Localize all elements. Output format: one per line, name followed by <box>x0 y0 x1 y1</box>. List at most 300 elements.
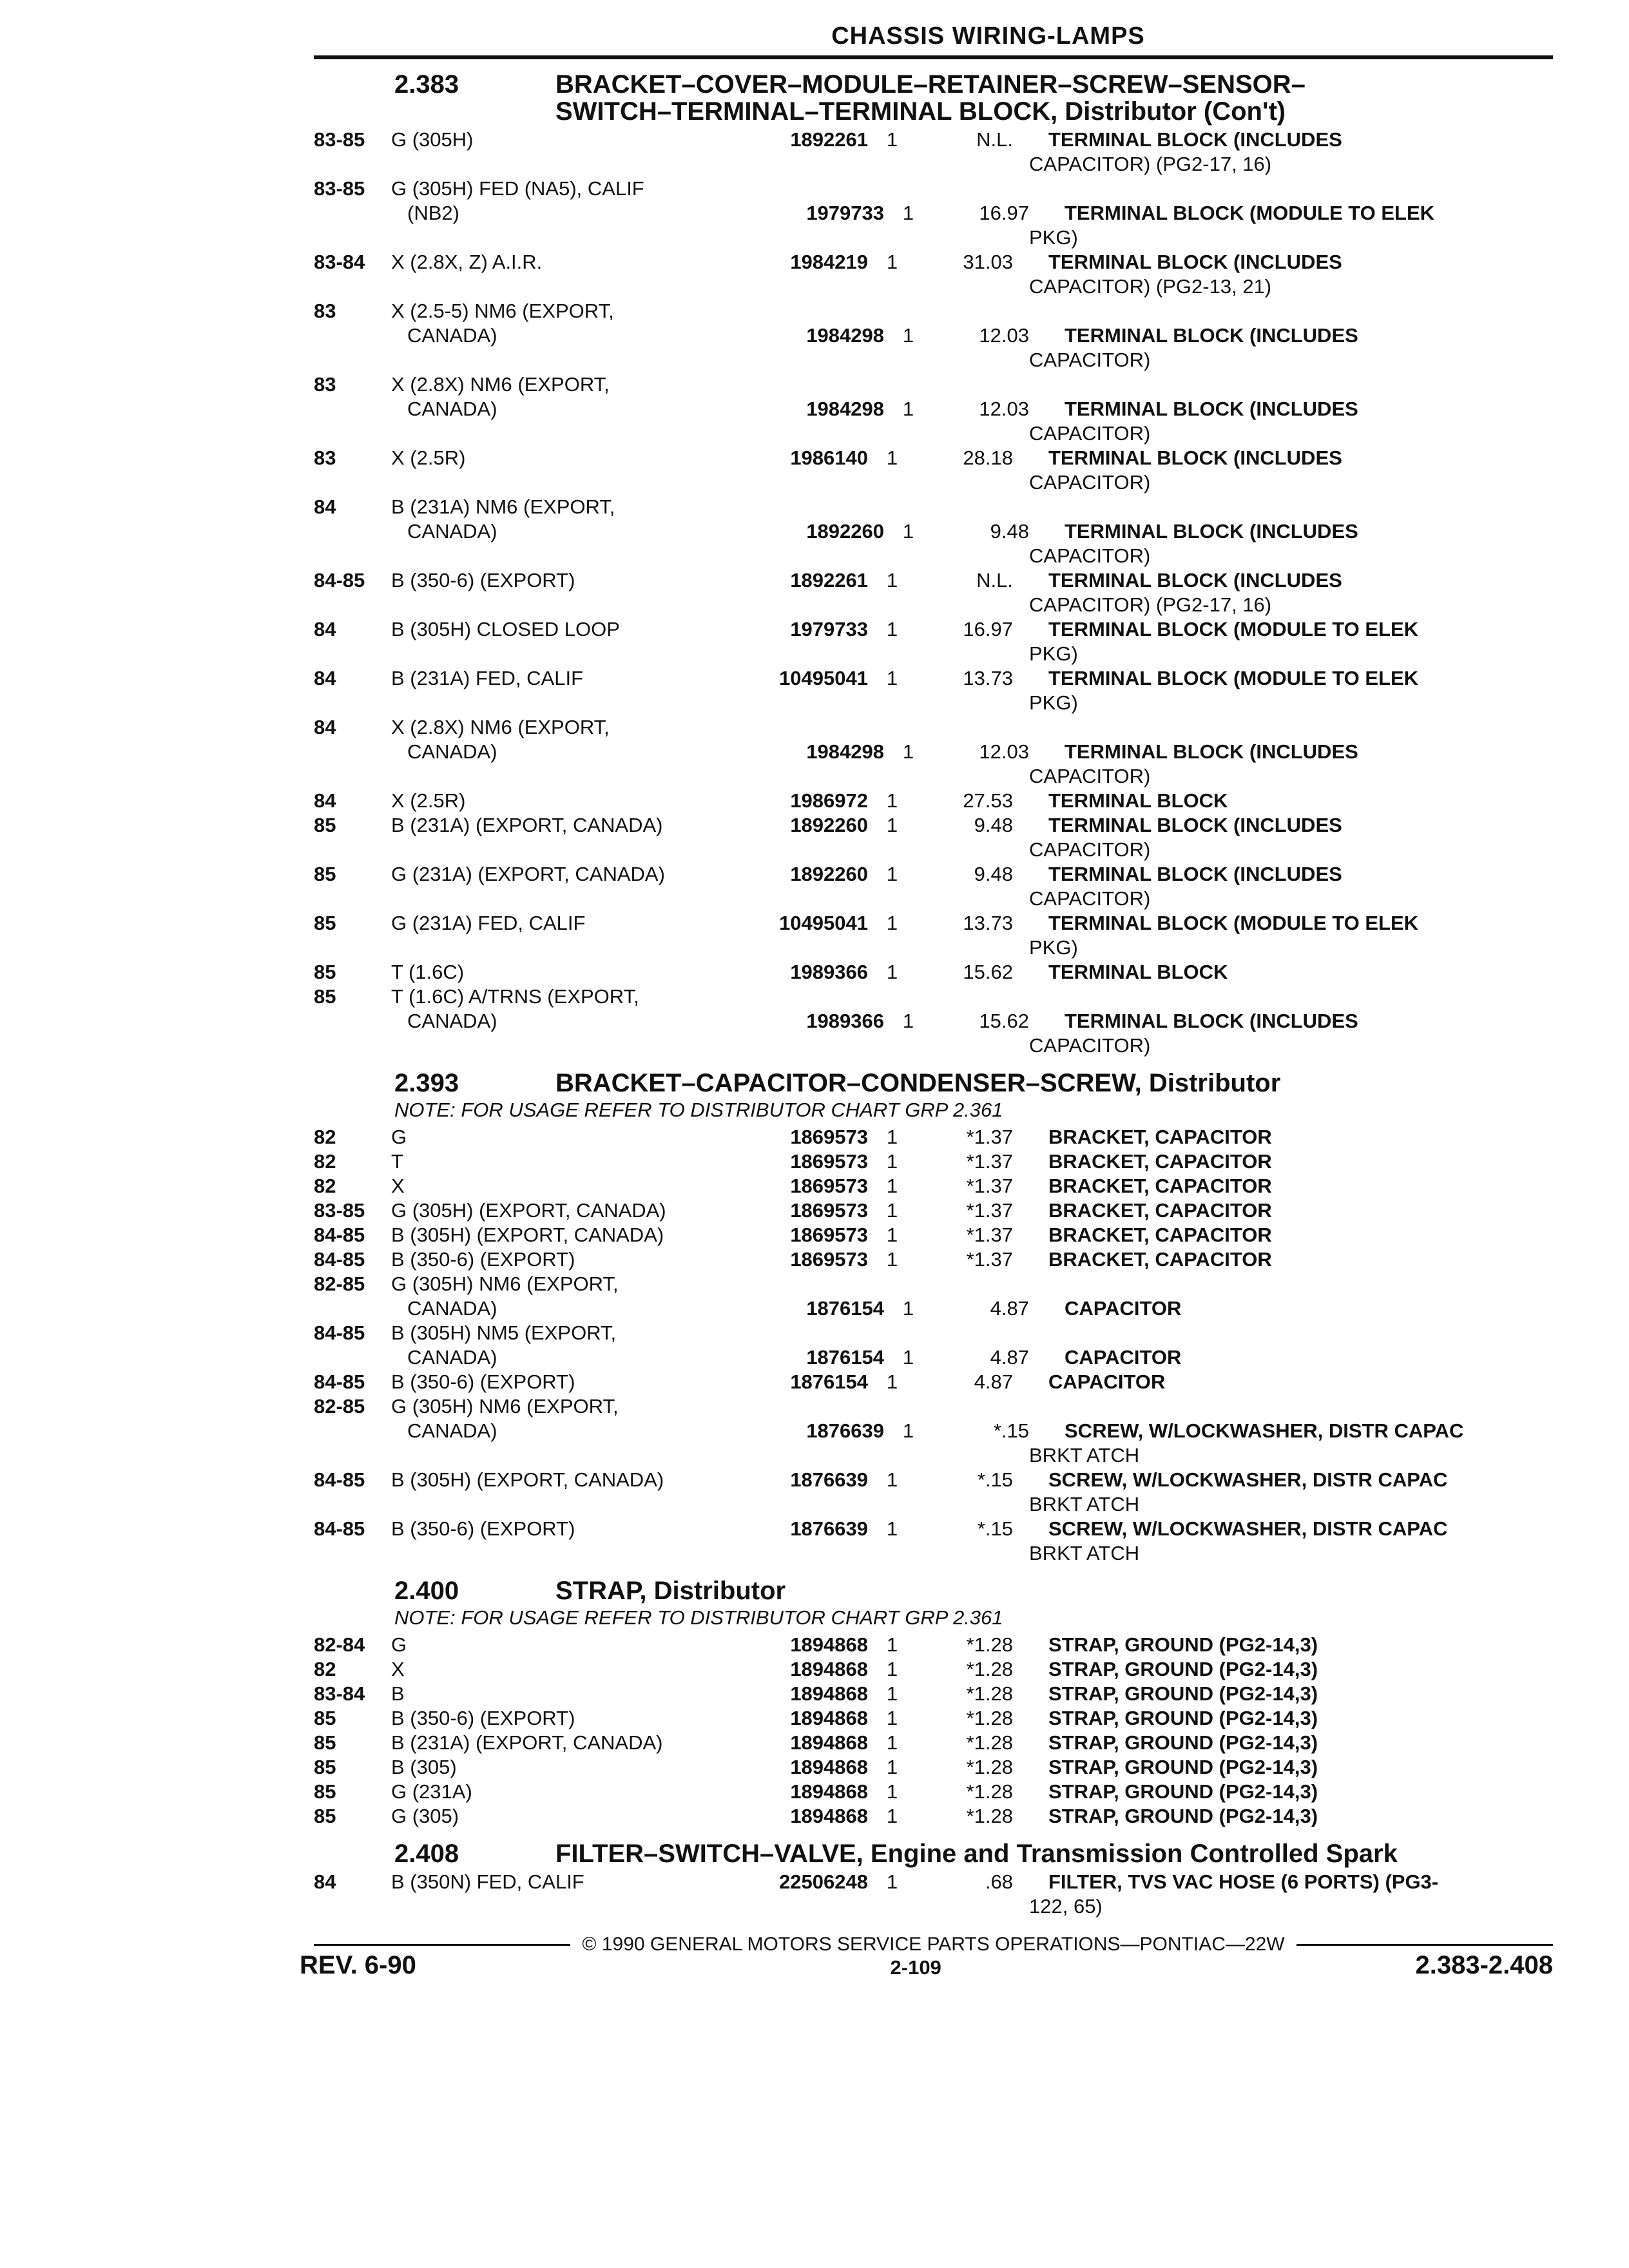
quantity: 1 <box>886 1780 898 1803</box>
empty-cell <box>749 299 868 323</box>
quantity: 1 <box>902 740 914 763</box>
description-text: TERMINAL BLOCK (MODULE TO ELEK <box>1048 667 1419 689</box>
empty-cell <box>749 985 868 1009</box>
part-number: 1876639 <box>790 1517 868 1540</box>
part-number: 1869573 <box>790 1175 868 1197</box>
model-years: 84 <box>314 495 336 518</box>
table-row <box>314 1804 1553 1829</box>
empty-cell <box>749 152 868 177</box>
quantity: 1 <box>886 1150 898 1173</box>
description <box>1013 1223 1553 1247</box>
application-text: X (2.5R) <box>391 447 466 469</box>
part-number: 1894868 <box>790 1633 868 1656</box>
empty-cell <box>916 348 1013 372</box>
quantity: 1 <box>886 128 898 151</box>
table-row-continued <box>314 323 1553 348</box>
quantity: 1 <box>886 1805 898 1827</box>
empty-cell <box>868 691 916 715</box>
table-row-continued <box>314 1419 1553 1443</box>
description-text-2: CAPACITOR) <box>1029 887 1151 910</box>
description-text: STRAP, GROUND (PG2-14,3) <box>1048 1682 1318 1705</box>
table-row <box>314 1272 1553 1296</box>
table-row <box>314 372 1553 397</box>
empty-cell <box>868 544 916 568</box>
description-text: STRAP, GROUND (PG2-14,3) <box>1048 1756 1318 1778</box>
application <box>391 1870 749 1894</box>
part-number: 1894868 <box>790 1658 868 1680</box>
model-years: 83 <box>314 300 336 322</box>
description-text-2: CAPACITOR) <box>1029 422 1151 445</box>
empty-cell <box>391 1541 749 1566</box>
price: 15.62 <box>979 1010 1029 1032</box>
quantity: 1 <box>886 1517 898 1540</box>
model-years: 84-85 <box>314 1468 365 1491</box>
empty-cell <box>868 715 916 740</box>
part-number: 1984298 <box>806 398 884 420</box>
table-row <box>314 666 1553 691</box>
table-row-description-continued <box>314 1894 1553 1919</box>
description-text: SCREW, W/LOCKWASHER, DISTR CAPAC <box>1048 1468 1448 1491</box>
application <box>391 666 749 691</box>
empty-cell <box>391 642 749 666</box>
empty-cell <box>916 593 1013 617</box>
table-row <box>314 617 1553 642</box>
price: *1.28 <box>966 1805 1013 1827</box>
description <box>1013 128 1553 152</box>
application-text: G (305H) FED (NA5), CALIF <box>391 177 644 200</box>
model-years: 85 <box>314 1805 336 1827</box>
empty-cell <box>916 544 1013 568</box>
description-text: TERMINAL BLOCK <box>1048 961 1228 983</box>
part-number: 1979733 <box>806 202 884 224</box>
table-row <box>314 789 1553 813</box>
part-number: 1986972 <box>790 789 868 812</box>
section-title-line-1: BRACKET–COVER–MODULE–RETAINER–SCREW–SENSOR– <box>555 70 1306 99</box>
application-continued <box>391 323 765 348</box>
description-continued <box>1013 1894 1553 1919</box>
quantity: 1 <box>902 398 914 420</box>
part-number: 1876639 <box>790 1468 868 1491</box>
empty-cell <box>868 372 916 397</box>
empty-cell <box>391 936 749 960</box>
empty-cell <box>391 1894 749 1919</box>
application <box>391 1247 749 1272</box>
quantity: 1 <box>902 1010 914 1032</box>
empty-cell <box>916 1894 1013 1919</box>
description <box>1013 1394 1553 1419</box>
description <box>1013 1370 1553 1394</box>
section-heading <box>314 71 1553 125</box>
price: 4.87 <box>974 1370 1013 1393</box>
application-continued <box>391 740 765 764</box>
model-years: 85 <box>314 863 336 885</box>
price: *1.37 <box>966 1224 1013 1246</box>
empty-cell <box>391 544 749 568</box>
model-years: 85 <box>314 1731 336 1754</box>
table-row <box>314 960 1553 985</box>
application-text-2: CANADA) <box>407 324 497 347</box>
table-row <box>314 568 1553 593</box>
table-row-description-continued <box>314 1541 1553 1566</box>
model-years: 85 <box>314 1756 336 1778</box>
description-text-2: CAPACITOR) (PG2-17, 16) <box>1029 593 1272 616</box>
application-text: B (231A) (EXPORT, CANADA) <box>391 814 663 836</box>
description-continued <box>1013 593 1553 617</box>
table-row-description-continued <box>314 274 1553 299</box>
empty-cell <box>391 226 749 250</box>
application-text: T (1.6C) <box>391 961 465 983</box>
table-row <box>314 1633 1553 1657</box>
description-text-2: CAPACITOR) (PG2-13, 21) <box>1029 275 1272 298</box>
part-number: 1894868 <box>790 1731 868 1754</box>
price: *1.28 <box>966 1756 1013 1778</box>
footer-group-range: 2.383-2.408 <box>1415 1951 1553 1979</box>
section-heading <box>314 1577 1553 1604</box>
application-text: X <box>391 1175 405 1197</box>
empty-cell <box>868 1272 916 1296</box>
empty-cell <box>749 495 868 519</box>
empty-cell <box>749 1033 868 1058</box>
application <box>391 1198 749 1223</box>
empty-cell <box>916 1394 1013 1419</box>
application <box>391 1125 749 1149</box>
table-row-description-continued <box>314 642 1553 666</box>
footer-rule-right <box>1296 1944 1553 1946</box>
section-title <box>555 1840 1553 1867</box>
table-row <box>314 1870 1553 1894</box>
model-years: 82-84 <box>314 1633 365 1656</box>
part-number: 1894868 <box>790 1756 868 1778</box>
empty-cell <box>314 691 391 715</box>
application-text-2: CANADA) <box>407 740 497 763</box>
description-text: TERMINAL BLOCK (INCLUDES <box>1065 398 1358 420</box>
quantity: 1 <box>886 1756 898 1778</box>
description-text-2: BRKT ATCH <box>1029 1542 1140 1564</box>
table-row-continued <box>314 740 1553 764</box>
description <box>1013 1149 1553 1174</box>
empty-cell <box>314 1894 391 1919</box>
empty-cell <box>749 887 868 911</box>
price: 9.48 <box>974 814 1013 836</box>
empty-cell <box>916 887 1013 911</box>
description-text-2: CAPACITOR) <box>1029 1034 1151 1057</box>
empty-cell <box>314 1296 391 1321</box>
table-row-description-continued <box>314 1443 1553 1468</box>
part-number: 1876154 <box>806 1297 884 1320</box>
empty-cell <box>314 421 391 446</box>
model-years: 84 <box>314 618 336 640</box>
quantity: 1 <box>902 1297 914 1320</box>
empty-cell <box>916 470 1013 495</box>
description-text: STRAP, GROUND (PG2-14,3) <box>1048 1658 1318 1680</box>
table-row-continued <box>314 1345 1553 1370</box>
description-text-2: CAPACITOR) <box>1029 544 1151 567</box>
application-text: B <box>391 1682 405 1705</box>
section-heading <box>314 1840 1553 1867</box>
description-text: CAPACITOR <box>1065 1346 1182 1369</box>
model-years: 84-85 <box>314 1248 365 1271</box>
application <box>391 1706 749 1731</box>
table-row <box>314 1125 1553 1149</box>
section-number: 2.408 <box>394 1840 459 1868</box>
table-row <box>314 1468 1553 1492</box>
description-text: TERMINAL BLOCK (INCLUDES <box>1048 863 1342 885</box>
application-continued <box>391 1345 765 1370</box>
application <box>391 1394 749 1419</box>
application-text: B (305H) NM5 (EXPORT, <box>391 1321 617 1344</box>
description <box>1013 1633 1553 1657</box>
quantity: 1 <box>886 667 898 689</box>
quantity: 1 <box>886 569 898 591</box>
table-row <box>314 128 1553 152</box>
application <box>391 862 749 887</box>
empty-cell <box>868 470 916 495</box>
empty-cell <box>391 152 749 177</box>
table-row <box>314 1780 1553 1804</box>
empty-cell <box>749 177 868 201</box>
part-number: 1869573 <box>790 1199 868 1222</box>
description-text: TERMINAL BLOCK (MODULE TO ELEK <box>1048 912 1419 934</box>
model-years: 84-85 <box>314 1224 365 1246</box>
part-number: 1892260 <box>806 520 884 543</box>
description-text: TERMINAL BLOCK (INCLUDES <box>1065 324 1358 347</box>
part-number: 1979733 <box>790 618 868 640</box>
application-text: G (305) <box>391 1805 459 1827</box>
price: *1.28 <box>966 1707 1013 1729</box>
table-row <box>314 911 1553 936</box>
application-text: X <box>391 1658 405 1680</box>
description <box>1013 1247 1553 1272</box>
model-years: 85 <box>314 912 336 934</box>
footer-rule-left <box>314 1944 570 1946</box>
price: *1.37 <box>966 1199 1013 1222</box>
empty-cell <box>916 715 1013 740</box>
application-text: G (305H) NM6 (EXPORT, <box>391 1273 619 1295</box>
application <box>391 1149 749 1174</box>
model-years: 83-85 <box>314 128 365 151</box>
empty-cell <box>868 421 916 446</box>
empty-cell <box>868 1894 916 1919</box>
description-text-2: CAPACITOR) (PG2-17, 16) <box>1029 153 1272 175</box>
empty-cell <box>749 1321 868 1345</box>
model-years: 85 <box>314 814 336 836</box>
table-row-description-continued <box>314 544 1553 568</box>
application-text-2: (NB2) <box>407 202 459 224</box>
description <box>1029 397 1553 421</box>
price: *1.28 <box>966 1658 1013 1680</box>
application <box>391 128 749 152</box>
application <box>391 1321 749 1345</box>
application-text: X (2.8X, Z) A.I.R. <box>391 251 543 273</box>
description-text: SCREW, W/LOCKWASHER, DISTR CAPAC <box>1065 1419 1464 1442</box>
model-years: 82 <box>314 1126 336 1148</box>
application-continued <box>391 519 765 544</box>
empty-cell <box>916 1033 1013 1058</box>
part-number: 1869573 <box>790 1248 868 1271</box>
model-years: 83 <box>314 447 336 469</box>
section-title-line-1: STRAP, Distributor <box>555 1577 786 1605</box>
description <box>1029 201 1553 226</box>
quantity: 1 <box>886 1633 898 1656</box>
application <box>391 1223 749 1247</box>
table-row <box>314 1247 1553 1272</box>
table-row <box>314 1706 1553 1731</box>
model-years: 83-84 <box>314 1682 365 1705</box>
description-continued <box>1013 421 1553 446</box>
empty-cell <box>391 470 749 495</box>
empty-cell <box>916 299 1013 323</box>
empty-cell <box>314 1541 391 1566</box>
empty-cell <box>868 1541 916 1566</box>
description <box>1013 1706 1553 1731</box>
application-text: X (2.8X) NM6 (EXPORT, <box>391 716 610 738</box>
empty-cell <box>916 691 1013 715</box>
description <box>1029 1345 1553 1370</box>
description-continued <box>1013 226 1553 250</box>
description-continued <box>1013 691 1553 715</box>
empty-cell <box>749 1541 868 1566</box>
price: 4.87 <box>990 1297 1029 1320</box>
quantity: 1 <box>886 1682 898 1705</box>
description-text: TERMINAL BLOCK (INCLUDES <box>1065 520 1358 543</box>
quantity: 1 <box>886 789 898 812</box>
price: 15.62 <box>963 961 1013 983</box>
application <box>391 1804 749 1829</box>
section-title <box>555 1577 1553 1604</box>
empty-cell <box>868 1443 916 1468</box>
price: *1.28 <box>966 1780 1013 1803</box>
empty-cell <box>391 838 749 862</box>
table-row <box>314 1370 1553 1394</box>
application-continued <box>391 201 765 226</box>
model-years: 83-85 <box>314 1199 365 1222</box>
empty-cell <box>314 470 391 495</box>
header-rule <box>314 55 1553 59</box>
description-text: TERMINAL BLOCK (INCLUDES <box>1048 447 1342 469</box>
description <box>1013 1682 1553 1706</box>
model-years: 84 <box>314 667 336 689</box>
table-row <box>314 299 1553 323</box>
application <box>391 715 749 740</box>
description-text: BRACKET, CAPACITOR <box>1048 1175 1272 1197</box>
description-text-2: CAPACITOR) <box>1029 765 1151 787</box>
empty-cell <box>314 348 391 372</box>
table-row <box>314 495 1553 519</box>
model-years: 85 <box>314 985 336 1008</box>
quantity: 1 <box>902 202 914 224</box>
description <box>1013 1517 1553 1541</box>
application <box>391 911 749 936</box>
description-text: TERMINAL BLOCK <box>1048 789 1228 812</box>
empty-cell <box>314 642 391 666</box>
empty-cell <box>749 274 868 299</box>
quantity: 1 <box>886 251 898 273</box>
model-years: 82 <box>314 1175 336 1197</box>
description-continued <box>1013 1443 1553 1468</box>
price: 16.97 <box>963 618 1013 640</box>
quantity: 1 <box>886 1175 898 1197</box>
application <box>391 495 749 519</box>
empty-cell <box>916 764 1013 789</box>
empty-cell <box>391 421 749 446</box>
model-years: 84-85 <box>314 569 365 591</box>
application <box>391 1682 749 1706</box>
price: 28.18 <box>963 447 1013 469</box>
application-text: X (2.8X) NM6 (EXPORT, <box>391 373 610 396</box>
empty-cell <box>314 593 391 617</box>
empty-cell <box>314 201 391 226</box>
model-years: 83 <box>314 373 336 396</box>
part-number: 1984298 <box>806 740 884 763</box>
empty-cell <box>749 642 868 666</box>
description <box>1029 519 1553 544</box>
section-heading <box>314 1070 1553 1097</box>
part-number: 1986140 <box>790 447 868 469</box>
description <box>1013 299 1553 323</box>
description <box>1013 446 1553 470</box>
empty-cell <box>314 323 391 348</box>
description <box>1029 1009 1553 1033</box>
application <box>391 1657 749 1682</box>
application-continued <box>391 1419 765 1443</box>
table-row-description-continued <box>314 593 1553 617</box>
description-continued <box>1013 544 1553 568</box>
application-text-2: CANADA) <box>407 1297 497 1320</box>
table-row-continued <box>314 397 1553 421</box>
description-text-2: CAPACITOR) <box>1029 838 1151 861</box>
table-row <box>314 862 1553 887</box>
model-years: 83-85 <box>314 177 365 200</box>
part-number: 1876639 <box>806 1419 884 1442</box>
quantity: 1 <box>886 1870 898 1893</box>
table-row-description-continued <box>314 1492 1553 1517</box>
price: 16.97 <box>979 202 1029 224</box>
part-number: 1989366 <box>806 1010 884 1032</box>
table-row-description-continued <box>314 1033 1553 1058</box>
description <box>1013 960 1553 985</box>
empty-cell <box>916 495 1013 519</box>
empty-cell <box>916 421 1013 446</box>
description <box>1013 1174 1553 1198</box>
empty-cell <box>916 372 1013 397</box>
price: 13.73 <box>963 912 1013 934</box>
empty-cell <box>749 1894 868 1919</box>
empty-cell <box>391 1443 749 1468</box>
application-text: T <box>391 1150 403 1173</box>
price: *1.28 <box>966 1682 1013 1705</box>
description <box>1013 495 1553 519</box>
empty-cell <box>314 1419 391 1443</box>
description-text: TERMINAL BLOCK (INCLUDES <box>1048 814 1342 836</box>
footer-revision: REV. 6-90 <box>300 1951 416 1979</box>
description-text: TERMINAL BLOCK (MODULE TO ELEK <box>1048 618 1419 640</box>
table-row <box>314 715 1553 740</box>
description <box>1013 911 1553 936</box>
parts-catalog-page <box>314 19 1553 1919</box>
empty-cell <box>314 1345 391 1370</box>
empty-cell <box>749 593 868 617</box>
part-number: 1989366 <box>790 961 868 983</box>
model-years: 84-85 <box>314 1321 365 1344</box>
description-text: TERMINAL BLOCK (INCLUDES <box>1048 569 1342 591</box>
description-text: STRAP, GROUND (PG2-14,3) <box>1048 1805 1318 1827</box>
empty-cell <box>868 226 916 250</box>
description-text: CAPACITOR <box>1048 1370 1166 1393</box>
empty-cell <box>868 1321 916 1345</box>
table-row <box>314 1394 1553 1419</box>
model-years: 85 <box>314 961 336 983</box>
price: 4.87 <box>990 1346 1029 1369</box>
